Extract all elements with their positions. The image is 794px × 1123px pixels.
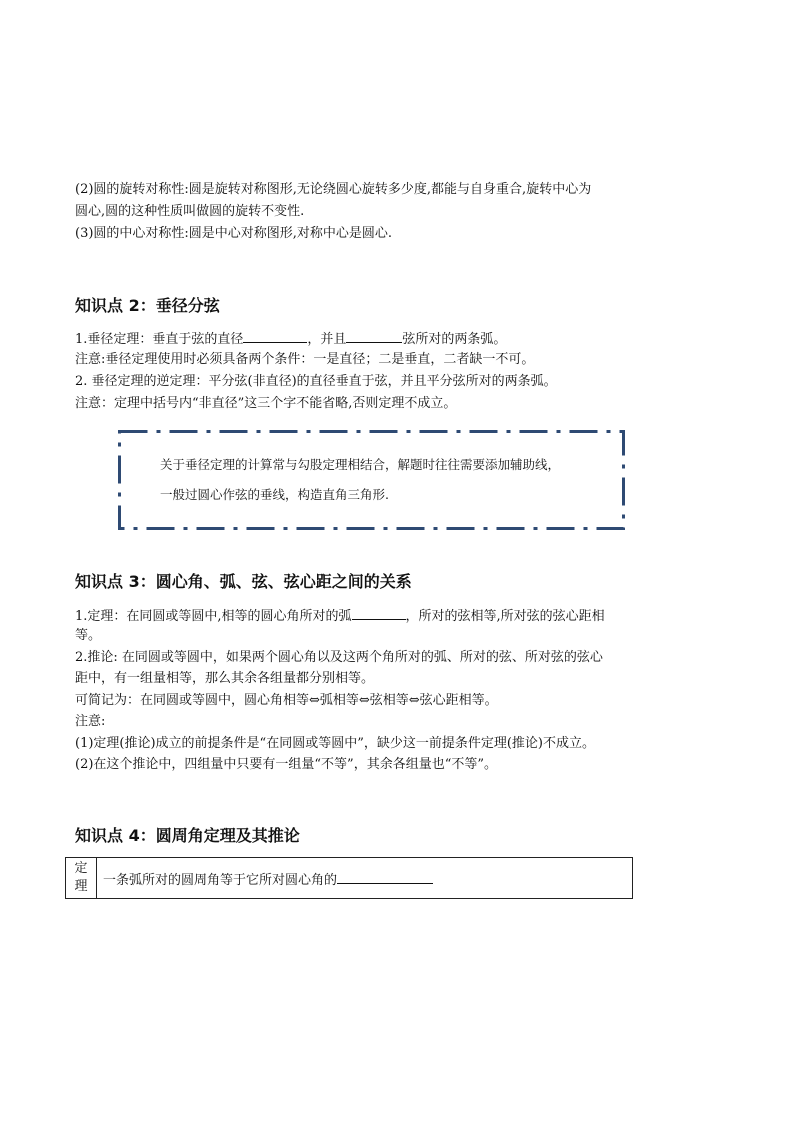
theorem-text-a: 1.垂径定理：垂直于弦的直径 [75,332,244,347]
rotation-symmetry-line-1: (2)圆的旋转对称性:圆是旋转对称图形,无论绕圆心旋转多少度,都能与自身重合,旋转中心为 [75,182,592,197]
section-2-heading: 知识点 2：垂径分弦 [75,296,220,315]
row-content [97,858,633,899]
inscribed-angle-theorem-text: 一条弧所对的圆周角等于它所对圆心角的 [103,872,338,888]
summary-line: 可简记为：在同圆或等圆中，圆心角相等⇔弧相等⇔弦相等⇔弦心距相等。 [75,693,498,708]
theorem-text-b: ，并且 [307,332,347,347]
note-conditions: 注意:垂径定理使用时必须具备两个条件：一是直径；二是垂直，二者缺一不可。 [75,352,535,367]
theorem-text-b: ，所对的弦相等,所对弦的弦心距相 [405,609,605,624]
note-non-diameter: 注意：定理中括号内“非直径”这三个字不能省略,否则定理不成立。 [75,396,457,411]
inscribed-angle-table [65,857,633,899]
row-label [66,858,97,899]
callout-line-2: 一般过圆心作弦的垂线，构造直角三角形. [160,487,389,502]
fill-blank-1[interactable] [243,329,307,343]
theorem-text-a: 1.定理：在同圆或等圆中,相等的圆心角所对的弧 [75,609,352,624]
central-symmetry-line: (3)圆的中心对称性:圆是中心对称图形,对称中心是圆心. [75,226,393,241]
central-angle-theorem [75,606,605,626]
row-label-char-2: 理 [74,879,88,894]
row-label-char-1: 定 [74,861,88,876]
note-label: 注意: [75,714,106,729]
corollary-line-2: 距中，有一组量相等，那么其余各组量都分别相等。 [75,671,375,686]
tip-callout-box [118,430,625,530]
rotation-symmetry-line-2: 圆心,圆的这种性质叫做圆的旋转不变性. [75,204,305,219]
corollary-line-1: 2.推论: 在同圆或等圆中，如果两个圆心角以及这两个角所对的弧、所对的弦、所对弦的弦心 [75,650,603,665]
converse-theorem: 2. 垂径定理的逆定理：平分弦(非直径)的直径垂直于弦，并且平分弦所对的两条弧。 [75,374,557,389]
perpendicular-diameter-theorem [75,329,506,349]
table-row [66,858,633,899]
note-2: (2)在这个推论中，四组量中只要有一组量“不等”，其余各组量也“不等”。 [75,757,497,772]
central-angle-theorem-cont: 等。 [75,628,102,643]
callout-border [118,430,625,530]
fill-blank-4[interactable] [337,870,433,884]
fill-blank-3[interactable] [352,606,406,620]
theorem-text-c: 弦所对的两条弧。 [402,332,507,347]
fill-blank-2[interactable] [346,329,402,343]
section-4-heading: 知识点 4：圆周角定理及其推论 [75,826,300,845]
section-3-heading: 知识点 3：圆心角、弧、弦、弦心距之间的关系 [75,572,412,591]
callout-line-1: 关于垂径定理的计算常与勾股定理相结合，解题时往往需要添加辅助线， [160,457,561,472]
note-1: (1)定理(推论)成立的前提条件是“在同圆或等圆中”，缺少这一前提条件定理(推论)不成立。 [75,736,595,751]
